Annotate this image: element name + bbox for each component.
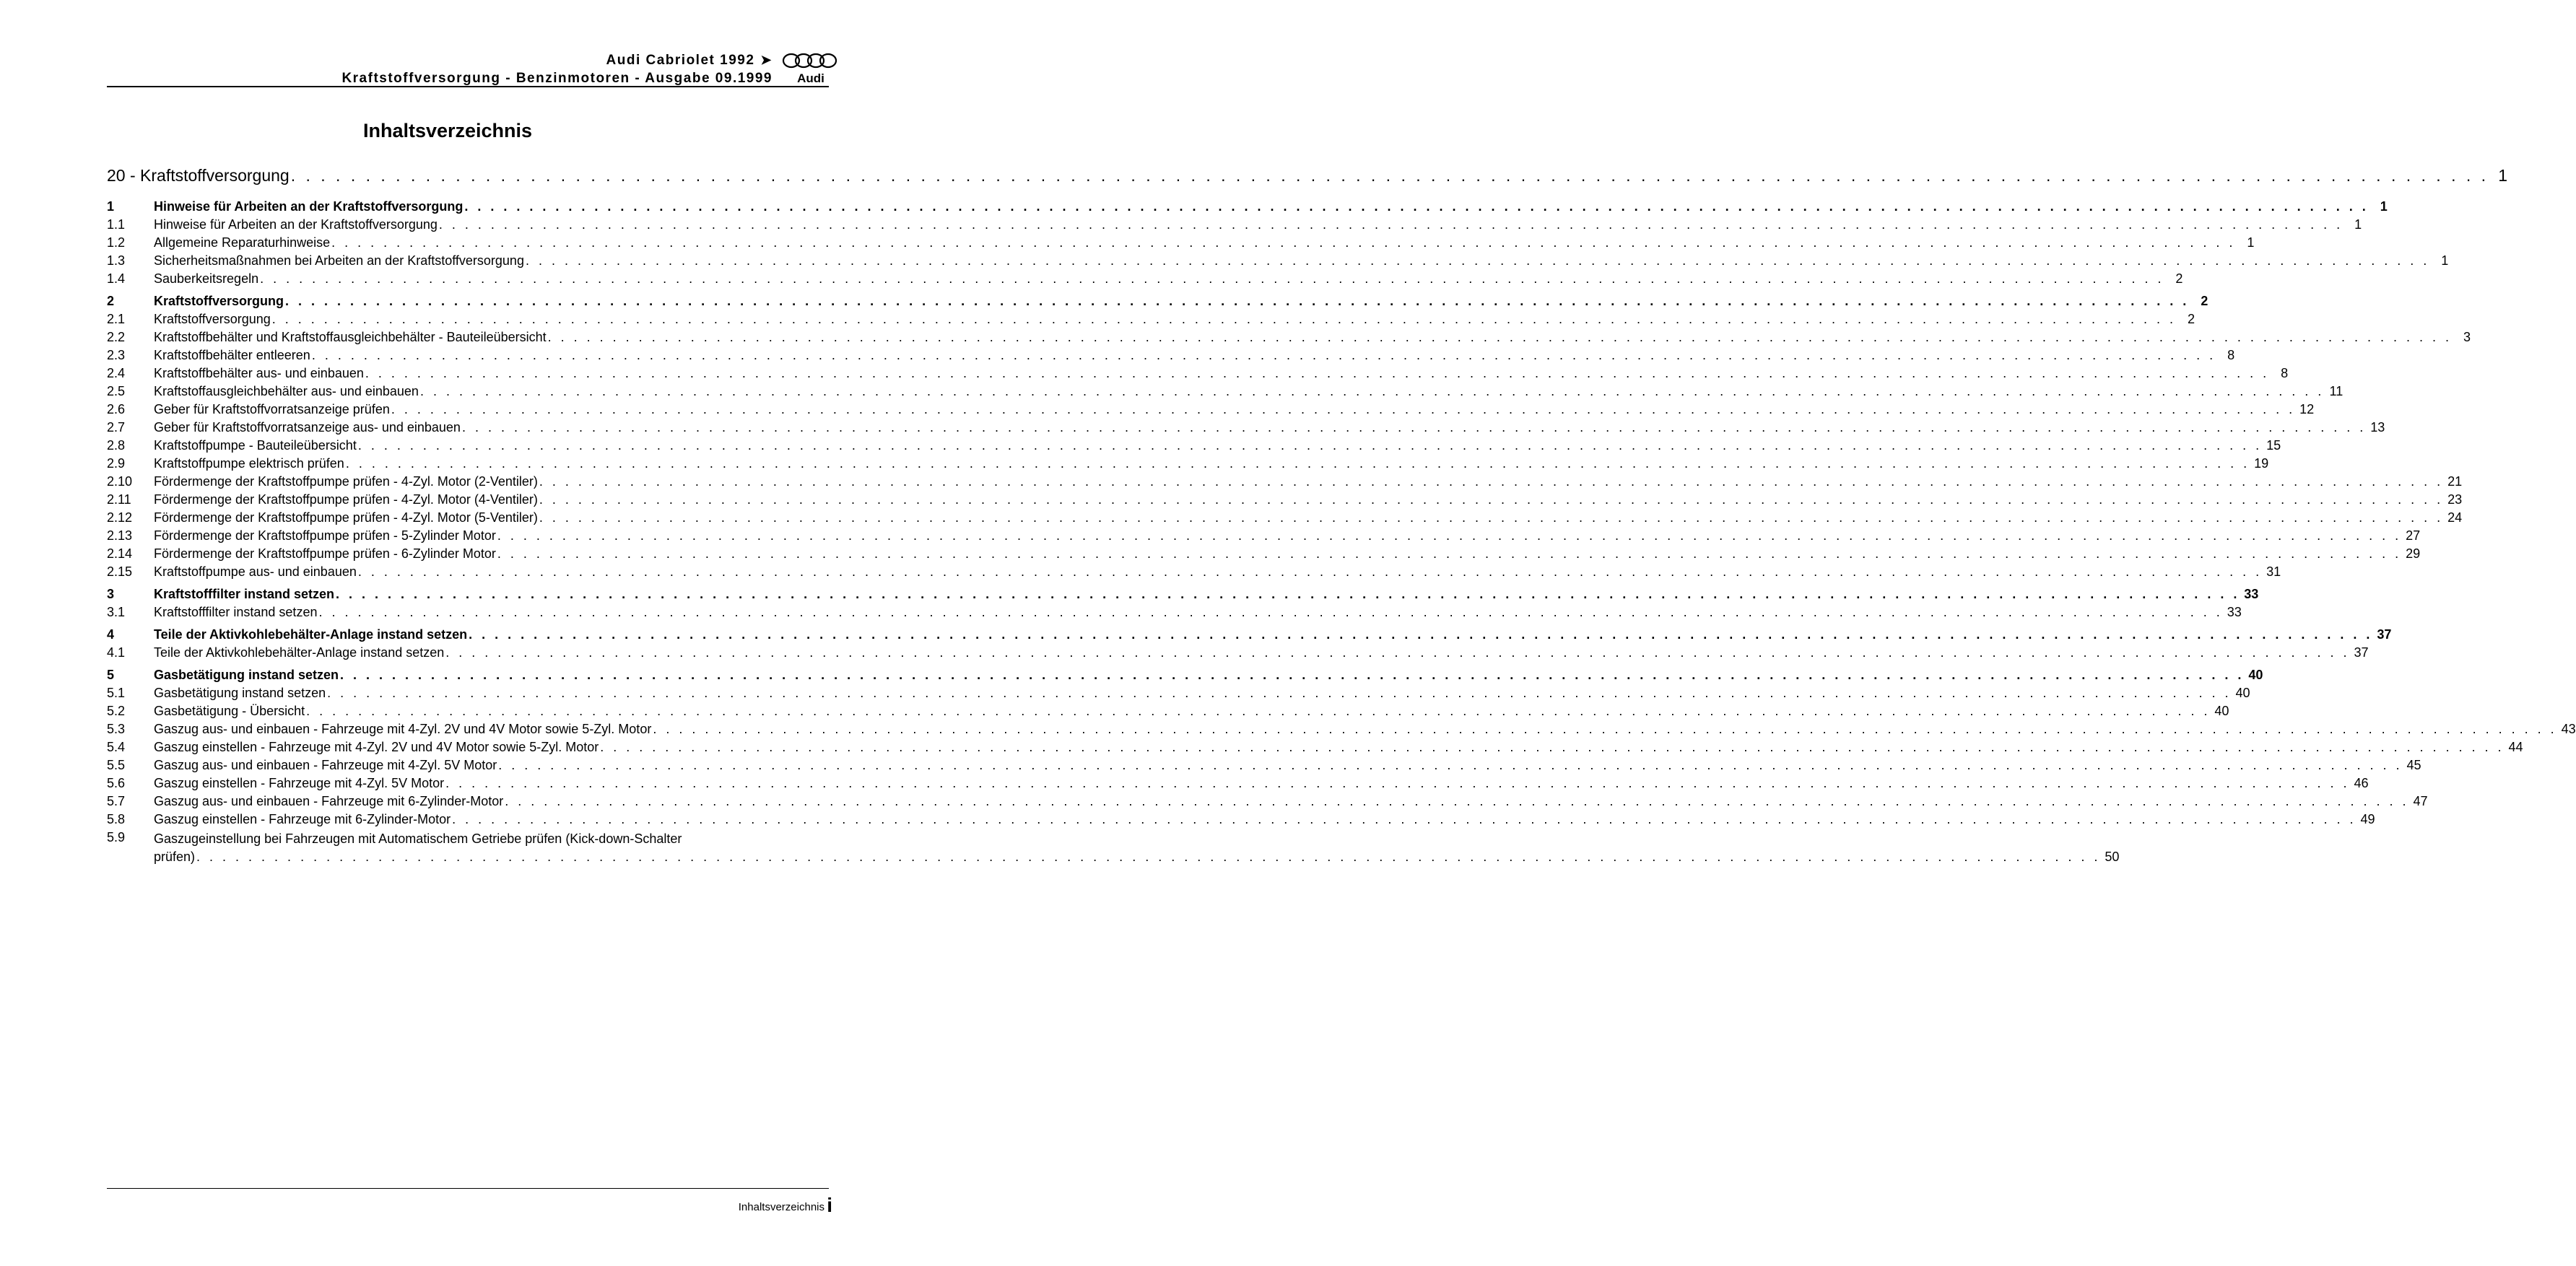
toc-page: 31 [2266, 564, 2281, 579]
toc-text: Kraftstoffversorgung [154, 294, 284, 308]
toc-entry[interactable] [107, 253, 2449, 271]
dot-leader [548, 330, 2452, 345]
toc-page: 1 [2441, 253, 2449, 268]
toc-page: 2 [2201, 294, 2209, 308]
header-vehicle-line [606, 53, 773, 69]
toc-entry[interactable] [107, 587, 2259, 605]
toc-entry[interactable] [107, 564, 2281, 582]
toc-page: 11 [2329, 384, 2344, 398]
footer-page-number: i [827, 1194, 832, 1216]
toc-entry[interactable] [107, 812, 2375, 830]
dot-leader [539, 474, 2443, 489]
toc-entry[interactable] [107, 740, 2523, 758]
table-of-contents [107, 166, 2576, 866]
dot-leader [445, 645, 2349, 660]
toc-number: 2.13 [107, 528, 133, 543]
toc-number: 1.1 [107, 217, 126, 232]
toc-number: 2.12 [107, 510, 133, 525]
toc-number: 3 [107, 587, 115, 601]
toc-number: 5.5 [107, 758, 126, 772]
footer-label: Inhaltsverzeichnis [738, 1201, 824, 1213]
toc-number: 5.7 [107, 794, 126, 808]
dot-leader [445, 776, 2349, 791]
toc-page: 2 [2188, 312, 2196, 326]
toc-text: Kraftstofffilter instand setzen [154, 587, 335, 601]
toc-text: Geber für Kraftstoffvorratsanzeige aus- und einbauen [154, 420, 461, 435]
toc-text: Fördermenge der Kraftstoffpumpe prüfen - 4-Zyl. Motor (5-Ventiler) [154, 510, 538, 525]
toc-page: 40 [2235, 686, 2250, 700]
toc-text: Gasbetätigung instand setzen [154, 686, 326, 700]
toc-entry[interactable] [107, 627, 2392, 645]
toc-entry[interactable] [107, 830, 2120, 866]
dot-leader [497, 546, 2401, 562]
dot-leader [306, 704, 2210, 719]
dot-leader [318, 605, 2222, 620]
toc-page: 1 [2498, 166, 2508, 185]
toc-number: 2.6 [107, 402, 126, 416]
dot-leader [272, 312, 2176, 327]
toc-entry[interactable] [107, 722, 2576, 740]
dot-leader [420, 384, 2324, 399]
toc-number: 1.3 [107, 253, 126, 268]
dot-leader [600, 740, 2504, 755]
logo-wordmark: Audi [797, 71, 824, 85]
toc-number: 1.4 [107, 271, 126, 286]
arrow-right-icon: ➤ [760, 53, 773, 67]
toc-text: 20 - Kraftstoffversorgung [107, 166, 290, 185]
toc-page: 45 [2406, 758, 2421, 772]
toc-number: 2.7 [107, 420, 126, 435]
toc-number: 2.9 [107, 456, 126, 471]
toc-page: 13 [2370, 420, 2385, 435]
toc-page: 37 [2377, 627, 2392, 642]
toc-entry[interactable] [107, 402, 2315, 420]
dot-leader [260, 271, 2164, 287]
toc-text: Sicherheitsmaßnahmen bei Arbeiten an der Kraftstoffversorgung [154, 253, 524, 268]
dot-leader [312, 348, 2216, 363]
toc-number: 2.2 [107, 330, 126, 344]
toc-text: Gaszugeinstellung bei Fahrzeugen mit Automatischem Getriebe prüfen (Kick-down-Schalter [154, 831, 682, 846]
toc-page: 50 [2105, 850, 2120, 864]
toc-page: 47 [2413, 794, 2428, 808]
dot-leader [464, 199, 2368, 214]
toc-entry[interactable] [107, 776, 2369, 794]
toc-number: 2.4 [107, 366, 126, 380]
dot-leader [462, 420, 2366, 435]
toc-number: 2.11 [107, 492, 131, 507]
toc-text: Fördermenge der Kraftstoffpumpe prüfen - 4-Zyl. Motor (2-Ventiler) [154, 474, 538, 489]
toc-page: 27 [2406, 528, 2421, 543]
dot-leader [526, 253, 2429, 269]
toc-page: 23 [2447, 492, 2463, 507]
dot-leader [469, 627, 2372, 642]
toc-number: 4.1 [107, 645, 126, 660]
toc-text: Teile der Aktivkohlebehälter-Anlage instand setzen [154, 645, 445, 660]
toc-entry[interactable] [107, 794, 2428, 812]
toc-number: 2.1 [107, 312, 126, 326]
toc-number: 2.15 [107, 564, 133, 579]
toc-number: 5.9 [107, 830, 126, 844]
toc-page: 49 [2360, 812, 2375, 826]
toc-text-continued: prüfen) [154, 850, 196, 864]
toc-entry[interactable] [107, 686, 2250, 704]
toc-entry[interactable] [107, 217, 2362, 235]
header-vehicle: Audi Cabriolet 1992 [606, 53, 755, 68]
toc-text: Kraftstofffilter instand setzen [154, 605, 318, 619]
toc-page: 19 [2254, 456, 2269, 471]
toc-number: 5.8 [107, 812, 126, 826]
toc-entry[interactable] [107, 704, 2229, 722]
toc-text: Kraftstoffpumpe elektrisch prüfen [154, 456, 344, 471]
toc-number: 2.5 [107, 384, 126, 398]
dot-leader [358, 438, 2262, 453]
dot-leader [358, 564, 2262, 580]
dot-leader [346, 456, 2250, 471]
header-rule [107, 86, 829, 87]
toc-entry[interactable] [107, 330, 2471, 348]
toc-number: 1 [107, 199, 115, 214]
dot-leader [653, 722, 2557, 737]
toc-page: 33 [2227, 605, 2242, 619]
toc-text: Geber für Kraftstoffvorratsanzeige prüfen [154, 402, 390, 416]
toc-text: Gaszug einstellen - Fahrzeuge mit 4-Zyl. 2V und 4V Motor sowie 5-Zyl. Motor [154, 740, 599, 754]
toc-entry[interactable] [107, 235, 2255, 253]
toc-page: 29 [2406, 546, 2421, 561]
toc-entry[interactable] [107, 166, 2508, 195]
toc-page: 33 [2244, 587, 2259, 601]
dot-leader [539, 492, 2443, 507]
toc-page: 2 [2175, 271, 2183, 286]
toc-text: Allgemeine Reparaturhinweise [154, 235, 331, 250]
toc-entry[interactable] [107, 605, 2242, 623]
toc-page: 12 [2299, 402, 2315, 416]
toc-text: Gaszug aus- und einbauen - Fahrzeuge mit 4-Zyl. 5V Motor [154, 758, 497, 772]
toc-number: 2 [107, 294, 115, 308]
toc-text: Fördermenge der Kraftstoffpumpe prüfen - 5-Zylinder Motor [154, 528, 496, 543]
toc-text: Gaszug einstellen - Fahrzeuge mit 6-Zylinder-Motor [154, 812, 451, 826]
dot-leader [452, 812, 2356, 827]
toc-entry[interactable] [107, 420, 2385, 438]
toc-page: 43 [2561, 722, 2576, 736]
toc-number: 2.10 [107, 474, 133, 489]
dot-leader [439, 217, 2343, 232]
dot-leader [497, 528, 2401, 543]
toc-page: 8 [2227, 348, 2235, 362]
dot-leader [331, 235, 2235, 250]
toc-page: 40 [2214, 704, 2229, 718]
toc-number: 5.6 [107, 776, 126, 790]
toc-text: Hinweise für Arbeiten an der Kraftstoffversorgung [154, 199, 464, 214]
toc-text: Gaszug einstellen - Fahrzeuge mit 4-Zyl. 5V Motor [154, 776, 445, 790]
toc-text: Fördermenge der Kraftstoffpumpe prüfen - 6-Zylinder Motor [154, 546, 496, 561]
dot-leader [285, 294, 2189, 309]
toc-entry[interactable] [107, 366, 2289, 384]
toc-page: 1 [2380, 199, 2388, 214]
page-title: Inhaltsverzeichnis [362, 120, 533, 141]
dot-leader [291, 166, 2489, 185]
toc-entry[interactable] [107, 456, 2269, 474]
header-subject: Kraftstoffversorgung - Benzinmotoren - Ausgabe 09.1999 [341, 71, 773, 86]
toc-entry[interactable] [107, 645, 2369, 663]
toc-entry[interactable] [107, 492, 2463, 510]
toc-number: 3.1 [107, 605, 126, 619]
dot-leader [391, 402, 2295, 417]
audi-logo [778, 52, 843, 88]
toc-number: 5.2 [107, 704, 126, 718]
toc-number: 5.1 [107, 686, 126, 700]
toc-page: 21 [2447, 474, 2463, 489]
dot-leader [336, 587, 2240, 602]
toc-page: 46 [2354, 776, 2369, 790]
toc-page: 24 [2447, 510, 2463, 525]
toc-text: Gaszug aus- und einbauen - Fahrzeuge mit 6-Zylinder-Motor [154, 794, 504, 808]
toc-entry[interactable] [107, 271, 2183, 289]
toc-page: 1 [2247, 235, 2255, 250]
dot-leader [327, 686, 2231, 701]
toc-entry[interactable] [107, 668, 2263, 686]
toc-entry[interactable] [107, 546, 2421, 564]
toc-entry[interactable] [107, 312, 2196, 330]
toc-number: 2.14 [107, 546, 133, 561]
toc-number: 5.3 [107, 722, 126, 736]
toc-text: Fördermenge der Kraftstoffpumpe prüfen - 4-Zyl. Motor (4-Ventiler) [154, 492, 538, 507]
toc-text: Gasbetätigung - Übersicht [154, 704, 305, 718]
toc-entry[interactable] [107, 510, 2463, 528]
dot-leader [196, 848, 2100, 866]
toc-number: 2.3 [107, 348, 126, 362]
toc-entry[interactable] [107, 528, 2421, 546]
toc-entry[interactable] [107, 758, 2421, 776]
toc-entry[interactable] [107, 294, 2209, 312]
toc-number: 2.8 [107, 438, 126, 453]
toc-text: Gaszug aus- und einbauen - Fahrzeuge mit 4-Zyl. 2V und 4V Motor sowie 5-Zyl. Motor [154, 722, 652, 736]
toc-page: 40 [2248, 668, 2263, 682]
toc-text: Kraftstoffausgleichbehälter aus- und einbauen [154, 384, 419, 398]
dot-leader [505, 794, 2409, 809]
toc-text: Kraftstoffpumpe aus- und einbauen [154, 564, 357, 579]
dot-leader [340, 668, 2244, 683]
toc-text: Kraftstoffpumpe - Bauteileübersicht [154, 438, 357, 453]
toc-entry[interactable] [107, 199, 2388, 217]
toc-number: 4 [107, 627, 115, 642]
toc-number: 1.2 [107, 235, 126, 250]
toc-page: 44 [2508, 740, 2523, 754]
toc-page: 8 [2281, 366, 2289, 380]
dot-leader [498, 758, 2402, 773]
toc-number: 5 [107, 668, 115, 682]
dot-leader [539, 510, 2443, 525]
toc-entry[interactable] [107, 438, 2281, 456]
toc-entry[interactable] [107, 474, 2463, 492]
toc-page: 15 [2266, 438, 2281, 453]
toc-page: 3 [2463, 330, 2471, 344]
toc-page: 37 [2354, 645, 2369, 660]
toc-text: Kraftstoffbehälter entleeren [154, 348, 310, 362]
toc-entry[interactable] [107, 384, 2344, 402]
footer-rule [107, 1188, 829, 1189]
toc-text: Gasbetätigung instand setzen [154, 668, 339, 682]
toc-text: Kraftstoffversorgung [154, 312, 271, 326]
toc-text: Teile der Aktivkohlebehälter-Anlage instand setzen [154, 627, 468, 642]
toc-text: Hinweise für Arbeiten an der Kraftstoffversorgung [154, 217, 438, 232]
dot-leader [365, 366, 2269, 381]
toc-page: 1 [2354, 217, 2362, 232]
toc-text: Kraftstoffbehälter und Kraftstoffausgleichbehälter - Bauteileübersicht [154, 330, 547, 344]
toc-entry[interactable] [107, 348, 2235, 366]
toc-text: Kraftstoffbehälter aus- und einbauen [154, 366, 364, 380]
toc-text: Sauberkeitsregeln [154, 271, 259, 286]
toc-number: 5.4 [107, 740, 126, 754]
